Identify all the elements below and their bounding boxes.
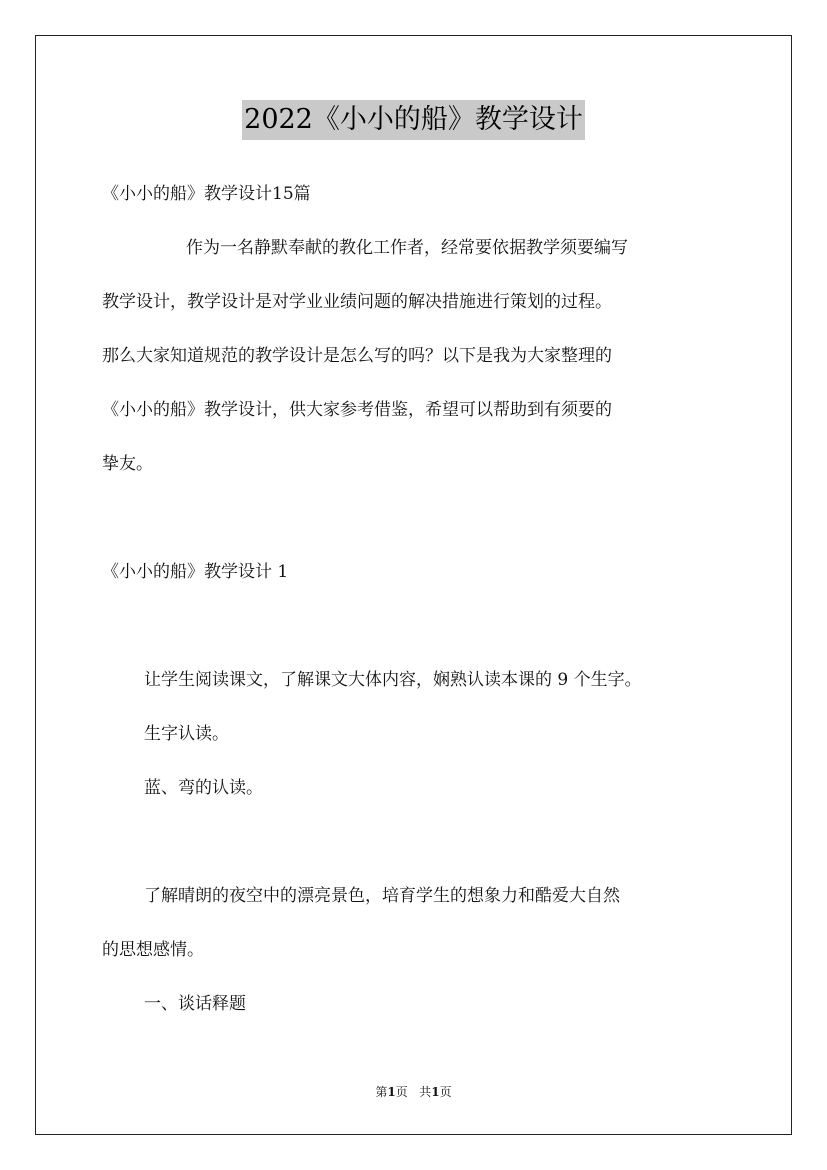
intro-line-2: 教学设计，教学设计是对学业业绩问题的解决措施进行策划的过程。	[102, 292, 612, 312]
page-label-suffix: 页	[395, 1085, 408, 1099]
document-subtitle: 《小小的船》教学设计15篇	[102, 184, 311, 204]
total-label-suffix: 页	[439, 1085, 452, 1099]
body-line-1: 让学生阅读课文，了解课文大体内容，娴熟认读本课的 9 个生字。	[144, 670, 642, 690]
intro-line-4: 《小小的船》教学设计，供大家参考借鉴，希望可以帮助到有须要的	[102, 400, 612, 420]
body-line-5: 的思想感情。	[102, 940, 204, 960]
page-current: 1	[387, 1085, 396, 1099]
total-label-prefix: 共	[419, 1085, 432, 1099]
intro-line-3: 那么大家知道规范的教学设计是怎么写的吗？以下是我为大家整理的	[102, 346, 612, 366]
page-label-prefix: 第	[375, 1085, 388, 1099]
document-title: 2022《小小的船》教学设计	[242, 100, 585, 140]
body-line-2: 生字认读。	[144, 724, 229, 744]
page-footer	[0, 1083, 827, 1101]
section-heading: 《小小的船》教学设计 1	[102, 562, 289, 582]
body-line-4: 了解晴朗的夜空中的漂亮景色，培育学生的想象力和酷爱大自然	[144, 886, 620, 906]
intro-line-1: 作为一名静默奉献的教化工作者，经常要依据教学须要编写	[186, 238, 628, 258]
intro-line-5: 挚友。	[102, 454, 153, 474]
page-total: 1	[431, 1085, 440, 1099]
body-line-6: 一、谈话释题	[144, 994, 246, 1014]
title-container	[0, 100, 827, 140]
body-line-3: 蓝、弯的认读。	[144, 778, 263, 798]
